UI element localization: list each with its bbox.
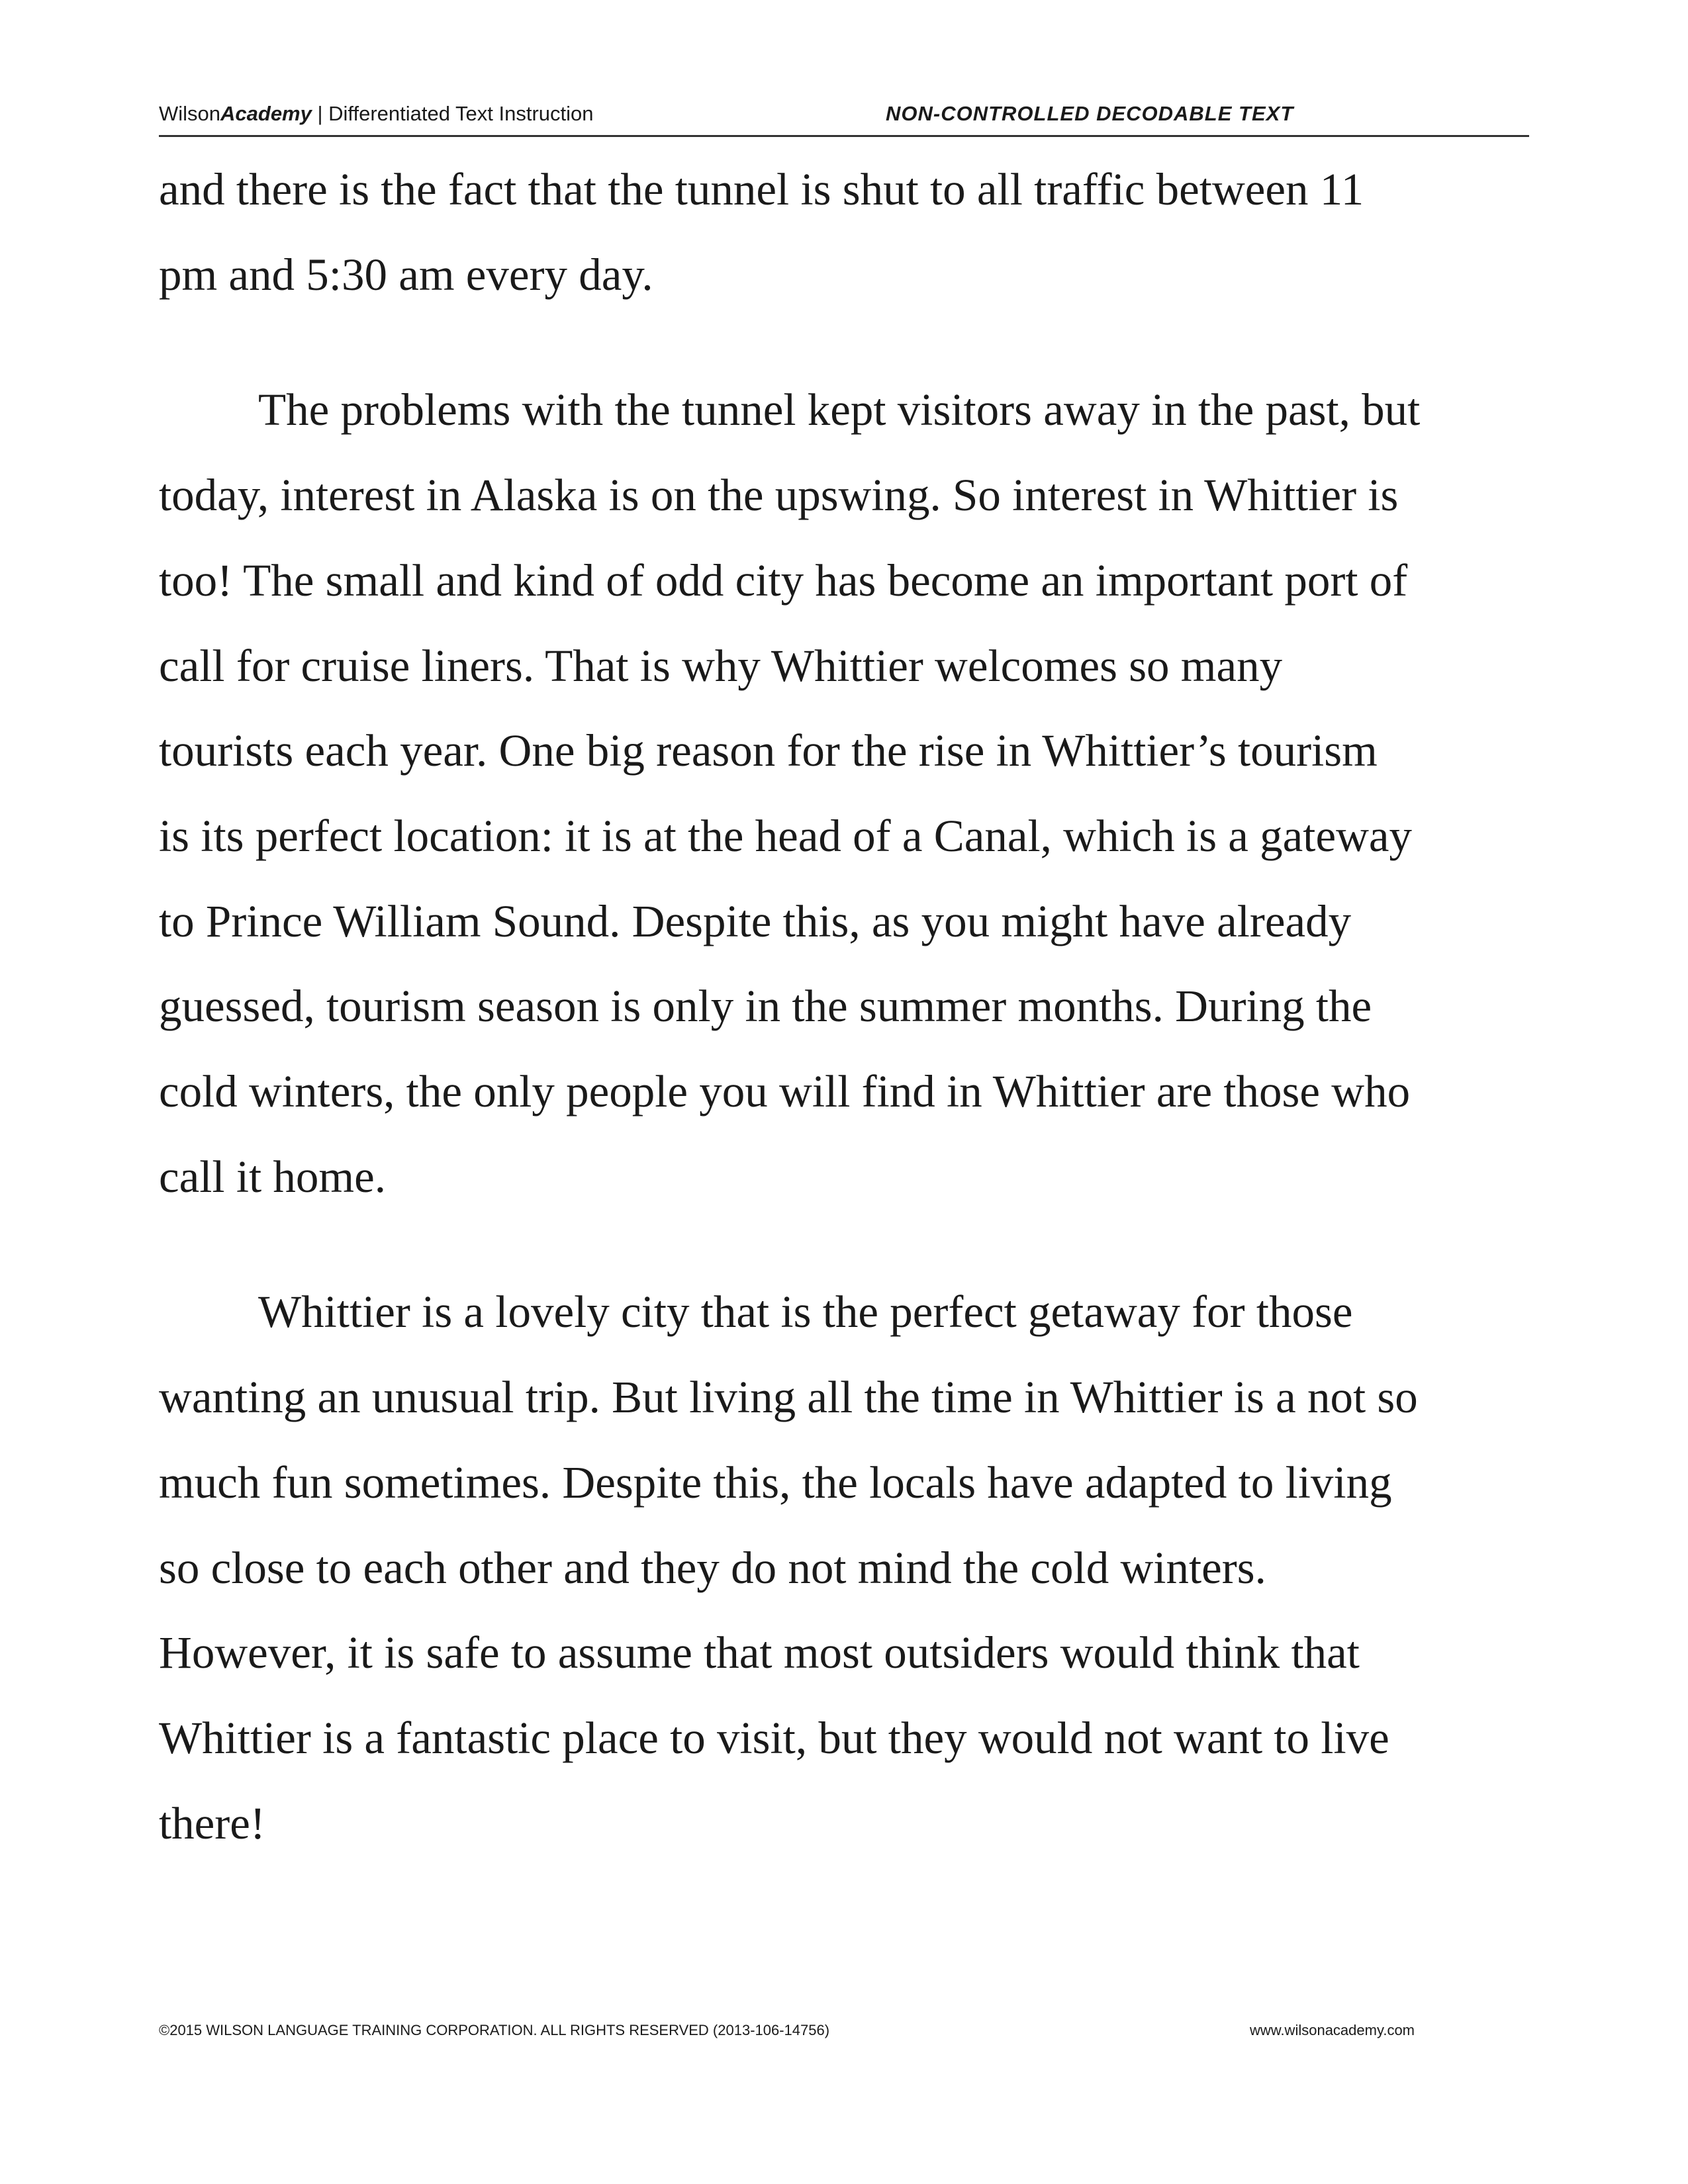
document-body <box>159 147 1542 1866</box>
text-line: Whittier is a lovely city that is the perfect getaway for those <box>258 1287 1353 1338</box>
text-line: so close to each other and they do not mind the cold winters. <box>159 1542 1266 1593</box>
text-line: tourists each year. One big reason for the rise in Whittier’s tourism <box>159 725 1378 776</box>
header-brand <box>159 102 594 126</box>
brand-name-bold: Academy <box>220 102 312 125</box>
header-subtitle: | Differentiated Text Instruction <box>311 102 594 125</box>
text-line: to Prince William Sound. Despite this, as you might have already <box>159 895 1352 946</box>
text-line: and there is the fact that the tunnel is shut to all traffic between 11 <box>159 164 1364 214</box>
footer-copyright: ©2015 WILSON LANGUAGE TRAINING CORPORATION. ALL RIGHTS RESERVED (2013-106-14756) <box>159 2022 830 2038</box>
footer-website: www.wilsonacademy.com <box>1250 2022 1415 2038</box>
text-line: The problems with the tunnel kept visitors away in the past, but <box>258 385 1421 435</box>
text-line: call for cruise liners. That is why Whittier welcomes so many <box>159 640 1283 691</box>
brand-name-plain: Wilson <box>159 102 221 125</box>
text-line: call it home. <box>159 1151 386 1202</box>
text-line: too! The small and kind of odd city has become an important port of <box>159 555 1408 606</box>
continuation-paragraph <box>159 147 1542 317</box>
header-label: NON-CONTROLLED DECODABLE TEXT <box>886 102 1294 125</box>
text-line: wanting an unusual trip. But living all the time in Whittier is a not so <box>159 1372 1418 1423</box>
paragraph-tunnel-tourism <box>159 367 1542 1219</box>
text-line: However, it is safe to assume that most outsiders would think that <box>159 1627 1360 1678</box>
text-line: there! <box>159 1797 265 1848</box>
text-line: today, interest in Alaska is on the upswing. So interest in Whittier is <box>159 470 1399 521</box>
text-line: is its perfect location: it is at the head of a Canal, which is a gateway <box>159 810 1413 861</box>
paragraph-living-in-whittier <box>159 1269 1542 1866</box>
text-line: Whittier is a fantastic place to visit, but they would not want to live <box>159 1712 1389 1763</box>
text-line: pm and 5:30 am every day. <box>159 249 653 300</box>
page-header <box>159 99 1529 137</box>
text-line: much fun sometimes. Despite this, the locals have adapted to living <box>159 1457 1392 1508</box>
text-line: cold winters, the only people you will find in Whittier are those who <box>159 1066 1411 1117</box>
text-line: guessed, tourism season is only in the summer months. During the <box>159 981 1372 1032</box>
